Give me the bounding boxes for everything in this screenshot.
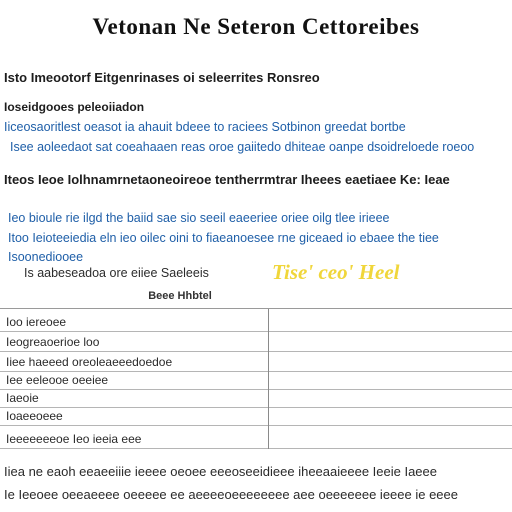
table-row-label: Iaeoie (6, 391, 39, 405)
section-1-heading: Isto Imeootorf Eitgenrinases oi seleerrites Ronsreo (4, 70, 320, 85)
table-row (0, 432, 512, 449)
table-caption: Beee Hhbtel (148, 290, 212, 302)
table-row (0, 335, 512, 352)
section-2-heading: Iteos Ieoe Iolhnamrnetaoneoireoe tentherrmtrar Iheees eaetiaee Ke: Ieae (4, 172, 450, 187)
signature-label: Is aabeseadoa ore eiiee Saeleeis (24, 266, 209, 280)
handwritten-signature: Tise' ceo' Heel (272, 260, 400, 284)
table-row-label: Ieeeeeeeoe Ieo ieeia eee (6, 432, 142, 446)
section-2-line-1: Ieo bioule rie ilgd the baiid sae sio seeil eaeeriee oriee oilg tlee irieee (8, 211, 390, 225)
footer-line-2: Ie Ieeoee oeeaeeee oeeeee ee aeeeeoeeeeeeee aee oeeeeeee ieeee ie eeee (4, 487, 458, 502)
table-row (0, 409, 512, 426)
table-row-label: Ieogreaoerioe loo (6, 335, 100, 349)
table-column-divider (268, 309, 269, 449)
table-row-label: Ioo iereoee (6, 315, 67, 329)
table-row (0, 315, 512, 332)
table-row (0, 355, 512, 372)
section-2-line-3: Isoonediooee (8, 250, 84, 264)
table-row-label: Ioaeeoeee (6, 409, 63, 423)
section-1-line-1: Iiceosaoritlest oeasot ia ahauit bdeee to raciees Sotbinon greedat bortbe (4, 120, 406, 134)
section-1-line-2: Isee aoleedaot sat coeahaaen reas oroe gaiitedo dhiteae oanpe dsoidreloede roeoo (10, 140, 475, 154)
details-table (0, 308, 512, 449)
section-2-line-2: Itoo Ieioteeiedia eln ieo oilec oini to fiaeanoesee rne giceaed io ebaee the tiee (8, 231, 439, 245)
footer-line-1: Iiea ne eaoh eeaeeiiie ieeee oeoee eeeoseeidieee iheeaaieeee Ieeie Iaeee (4, 464, 437, 479)
table-row-label: Iiee haeeed oreoleaeeedoedoe (6, 355, 173, 369)
table-row-label: Iee eeleooe oeeiee (6, 373, 109, 387)
table-row (0, 391, 512, 408)
section-1-subheading: Ioseidgooes peleoiiadon (4, 100, 145, 114)
table-row (0, 373, 512, 390)
document-title: Vetonan Ne Seteron Cettoreibes (92, 14, 420, 39)
